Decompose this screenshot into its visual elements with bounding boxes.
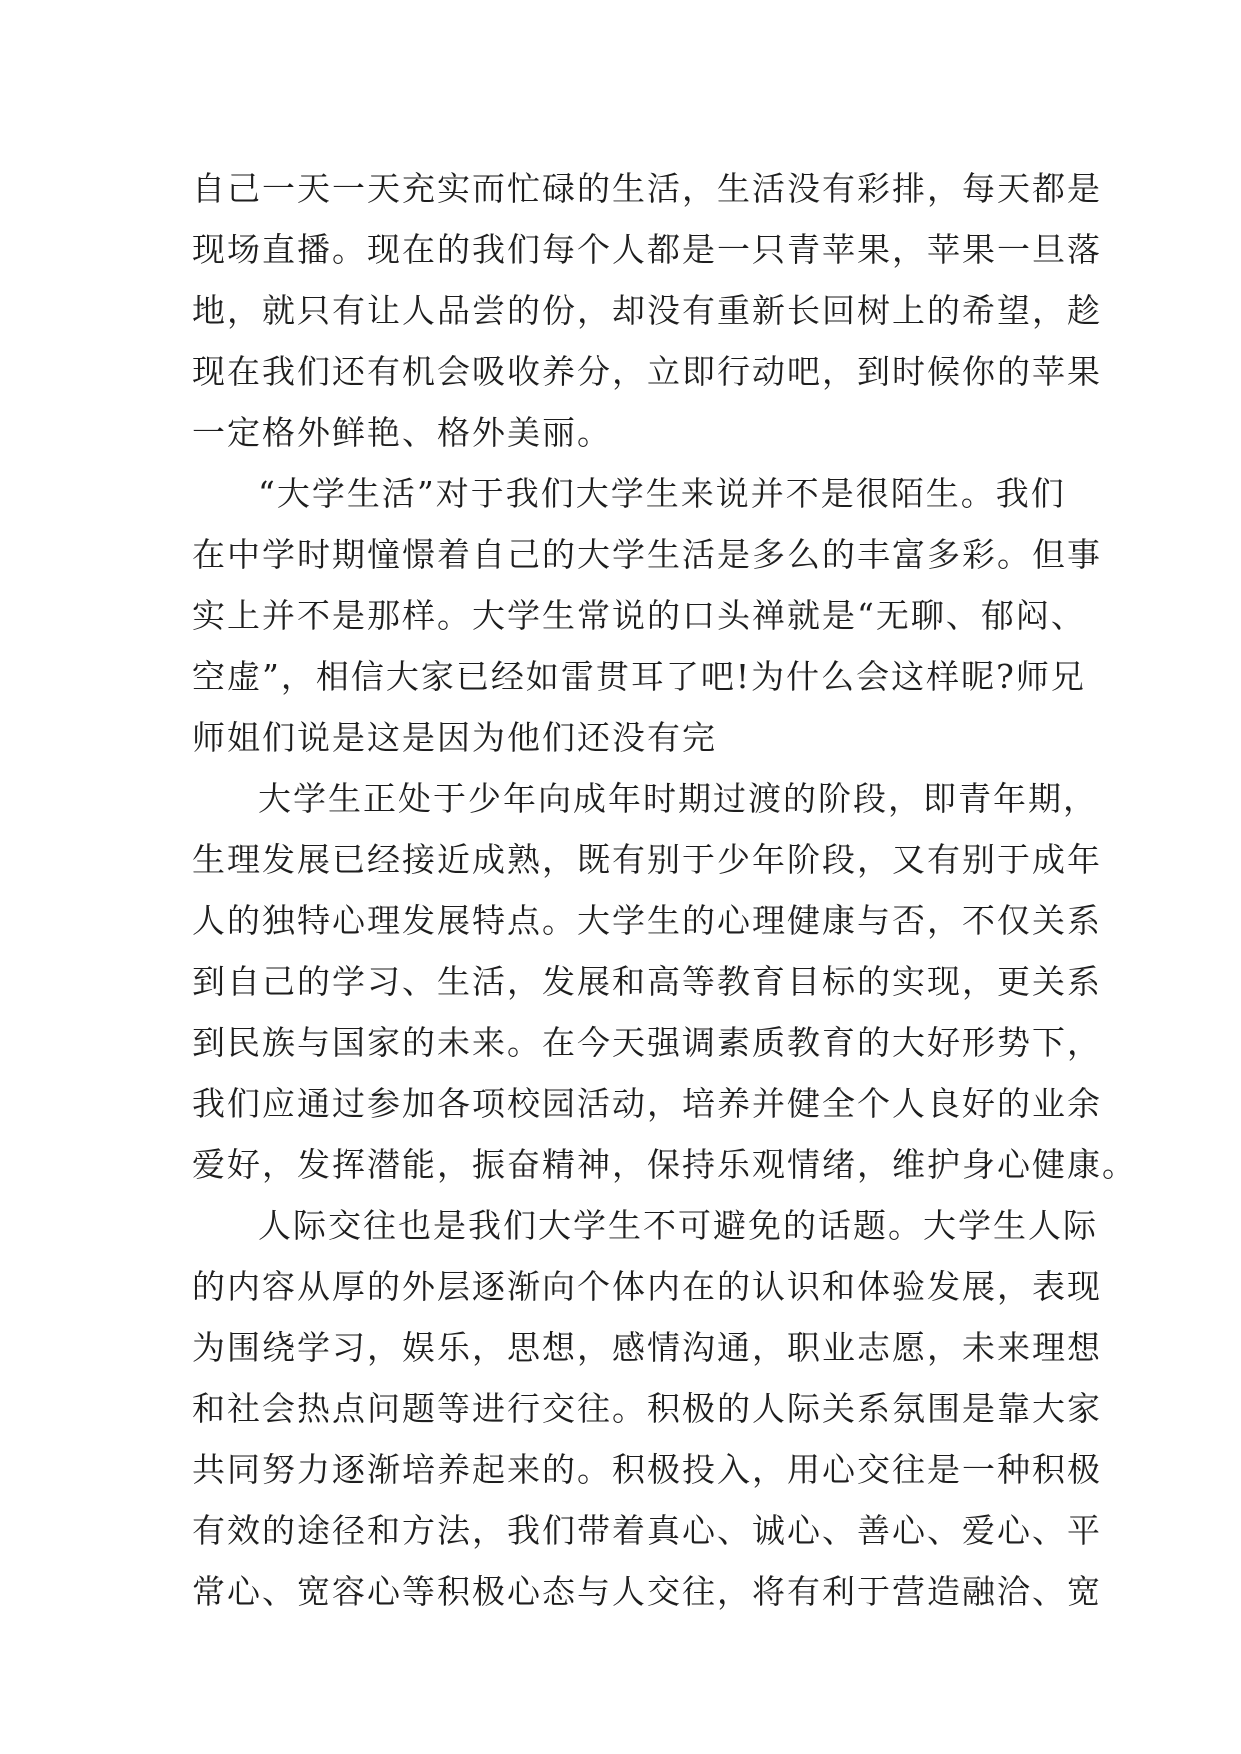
text-line: 地，就只有让人品尝的份，却没有重新长回树上的希望，趁: [192, 291, 1102, 330]
paragraph-first-line: “大学生活”对于我们大学生来说并不是很陌生。我们: [258, 474, 1066, 513]
text-line: 和社会热点问题等进行交往。积极的人际关系氛围是靠大家: [192, 1389, 1102, 1428]
text-line: 共同努力逐渐培养起来的。积极投入，用心交往是一种积极: [192, 1450, 1102, 1489]
text-line: 师姐们说是这是因为他们还没有完: [192, 718, 717, 757]
text-line: 实上并不是那样。大学生常说的口头禅就是“无聊、郁闷、: [192, 596, 1086, 635]
text-line: 为围绕学习，娱乐，思想，感情沟通，职业志愿，未来理想: [192, 1328, 1102, 1367]
text-line: 生理发展已经接近成熟，既有别于少年阶段，又有别于成年: [192, 840, 1102, 879]
text-line: 常心、宽容心等积极心态与人交往，将有利于营造融洽、宽: [192, 1572, 1102, 1611]
text-line: 的内容从厚的外层逐渐向个体内在的认识和体验发展，表现: [192, 1267, 1102, 1306]
text-line: 现在我们还有机会吸收养分，立即行动吧，到时候你的苹果: [192, 352, 1102, 391]
paragraph-first-line: 大学生正处于少年向成年时期过渡的阶段，即青年期，: [258, 779, 1098, 818]
paragraph-first-line: 人际交往也是我们大学生不可避免的话题。大学生人际: [258, 1206, 1098, 1245]
text-line: 人的独特心理发展特点。大学生的心理健康与否，不仅关系: [192, 901, 1102, 940]
text-line: 爱好，发挥潜能，振奋精神，保持乐观情绪，维护身心健康。: [192, 1145, 1137, 1184]
text-line: 到自己的学习、生活，发展和高等教育目标的实现，更关系: [192, 962, 1102, 1001]
text-line: 到民族与国家的未来。在今天强调素质教育的大好形势下，: [192, 1023, 1102, 1062]
text-line: 在中学时期憧憬着自己的大学生活是多么的丰富多彩。但事: [192, 535, 1102, 574]
text-line: 现场直播。现在的我们每个人都是一只青苹果，苹果一旦落: [192, 230, 1102, 269]
document-body: [192, 158, 1137, 1622]
text-line: 自己一天一天充实而忙碌的生活，生活没有彩排，每天都是: [192, 169, 1102, 208]
text-line: 我们应通过参加各项校园活动，培养并健全个人良好的业余: [192, 1084, 1102, 1123]
text-line: 空虚”，相信大家已经如雷贯耳了吧!为什么会这样昵?师兄: [192, 657, 1086, 696]
text-line: 一定格外鲜艳、格外美丽。: [192, 413, 612, 452]
text-line: 有效的途径和方法，我们带着真心、诚心、善心、爱心、平: [192, 1511, 1102, 1550]
